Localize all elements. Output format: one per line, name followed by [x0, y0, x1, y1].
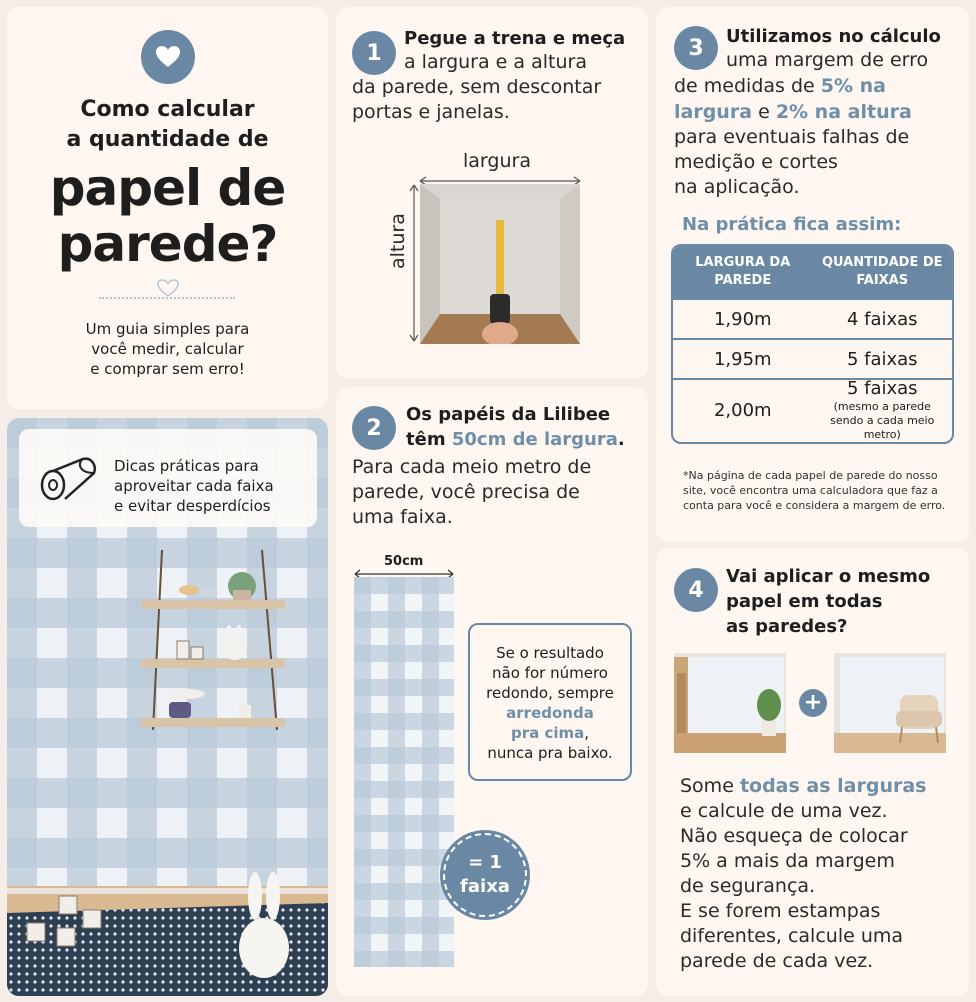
- cell-width: 1,90m: [713, 308, 772, 330]
- step4-line3: Não esqueça de colocar: [680, 825, 908, 847]
- round-up-callout: [468, 623, 632, 781]
- cell-strips: 4 faixas: [846, 308, 918, 330]
- step1-line3: portas e janelas.: [352, 101, 510, 123]
- height-arrow: [408, 183, 420, 343]
- step2-line2: parede, você precisa de: [352, 481, 580, 503]
- wall-with-armchair-photo: [834, 653, 946, 753]
- step4-line5: de segurança.: [680, 875, 816, 897]
- header-strips: QUANTIDADE DE FAIXAS: [821, 255, 943, 288]
- step3-line2: [674, 74, 886, 99]
- strip-width-label: 50cm: [384, 554, 424, 569]
- step4-line6: E se forem estampas: [680, 900, 881, 922]
- step4-line8: parede de cada vez.: [680, 950, 874, 972]
- outline-heart-icon: [156, 278, 180, 298]
- one-strip-badge: [443, 833, 527, 917]
- title-text: .: [617, 429, 625, 450]
- margin-highlight: largura: [674, 101, 753, 123]
- step4-line4: 5% a mais da margem: [680, 850, 895, 872]
- intro-card: [7, 7, 328, 409]
- room-measure-photo: [420, 184, 580, 344]
- cell-strips-group: [813, 378, 953, 442]
- step-number-badge: 1: [352, 31, 396, 75]
- step2-line3: uma faixa.: [352, 506, 453, 528]
- callout-text: ,: [584, 724, 590, 742]
- plus-icon: +: [799, 689, 827, 717]
- table-title: Na prática fica assim:: [682, 214, 902, 235]
- tip-line: Dicas práticas para: [114, 457, 259, 475]
- dotted-divider: [99, 297, 235, 299]
- step2-line1: Para cada meio metro de: [352, 456, 592, 478]
- header-width: LARGURA DA PAREDE: [695, 255, 791, 288]
- callout-line: Se o resultado: [496, 644, 604, 662]
- cell-width: 1,95m: [713, 348, 772, 370]
- cell-strips: 5 faixas: [846, 378, 918, 399]
- step4-line7: diferentes, calcule uma: [680, 925, 904, 947]
- step4-line1: [680, 774, 927, 799]
- badge-line: = 1: [468, 852, 502, 873]
- intro-subtitle: [7, 319, 328, 379]
- step4-card: [656, 548, 969, 996]
- intro-title-line2: a quantidade de: [66, 127, 269, 152]
- step3-line6: na aplicação.: [674, 176, 800, 198]
- step3-card: [656, 7, 969, 542]
- step-number-badge: 2: [352, 406, 396, 450]
- step3-line5: medição e cortes: [674, 151, 838, 173]
- heart-icon: [155, 45, 181, 69]
- step3-line1: uma margem de erro: [726, 49, 929, 71]
- callout-highlight: arredonda: [506, 704, 594, 722]
- step-number-badge: 3: [674, 26, 718, 70]
- step4-title-line1: Vai aplicar o mesmo: [726, 566, 931, 587]
- step3-title: Utilizamos no cálculo: [726, 26, 941, 47]
- tip-line: e evitar desperdícios: [114, 497, 271, 515]
- step4-line2: e calcule de uma vez.: [680, 800, 888, 822]
- subtitle-line: e comprar sem erro!: [90, 360, 245, 378]
- subtitle-line: você medir, calcular: [91, 340, 244, 358]
- step1-line1: a largura e a altura: [404, 51, 587, 73]
- step2-card: [336, 387, 648, 996]
- table-row: [673, 338, 952, 378]
- strips-table: [671, 244, 954, 444]
- footnote: *Na página de cada papel de parede do nosso site, você encontra uma calculadora que faz a conta para você e considera a margem de erro.: [683, 469, 946, 512]
- callout-highlight: pra cima: [510, 724, 585, 742]
- title-text: têm: [406, 429, 452, 450]
- callout-line: redondo, sempre: [486, 684, 614, 702]
- cell-strips: 5 faixas: [846, 348, 918, 370]
- tip-text: [114, 456, 274, 516]
- wall-with-plant-photo: [674, 653, 786, 753]
- margin-highlight: 2% na altura: [775, 101, 912, 123]
- step4-title-line3: as paredes?: [726, 616, 848, 637]
- margin-highlight: 5% na: [820, 75, 886, 97]
- wallpaper-roll-icon: [39, 455, 99, 505]
- step1-line2: da parede, sem descontar: [352, 76, 602, 98]
- step-number-badge: 4: [674, 568, 718, 612]
- tip-box: [19, 429, 317, 527]
- step4-title-line2: papel em todas: [726, 591, 883, 612]
- badge-line: faixa: [460, 876, 510, 897]
- callout-line: não for número: [492, 664, 608, 682]
- intro-title-big1: papel de: [49, 159, 286, 217]
- heart-badge: [141, 30, 195, 84]
- callout-line: nunca pra baixo.: [487, 744, 613, 762]
- cell-note: (mesmo a parede sendo a cada meio metro): [830, 400, 935, 441]
- step2-title-line2: [406, 427, 625, 452]
- width-label: largura: [463, 150, 531, 172]
- step3-line4: para eventuais falhas de: [674, 126, 910, 148]
- text: e: [752, 101, 776, 123]
- height-label: altura: [387, 213, 409, 269]
- room-photo-card: [7, 418, 328, 996]
- step2-title-line1: Os papéis da Lilibee: [406, 404, 611, 425]
- intro-title-big2: parede?: [57, 215, 278, 273]
- intro-title-line1: Como calcular: [80, 97, 255, 122]
- width-highlight: 50cm de largura: [451, 429, 618, 450]
- sum-highlight: todas as larguras: [739, 775, 927, 797]
- text: Some: [680, 775, 740, 797]
- step1-title: Pegue a trena e meça: [404, 28, 626, 49]
- tip-line: aproveitar cada faixa: [114, 477, 274, 495]
- cell-width: 2,00m: [713, 399, 772, 421]
- text: de medidas de: [674, 75, 821, 97]
- subtitle-line: Um guia simples para: [85, 320, 250, 338]
- step3-line3: [674, 100, 912, 125]
- step1-card: [336, 7, 648, 379]
- wallpaper-strip: [354, 577, 454, 967]
- table-header: [673, 246, 952, 298]
- table-row: [673, 378, 952, 440]
- table-row: [673, 298, 952, 338]
